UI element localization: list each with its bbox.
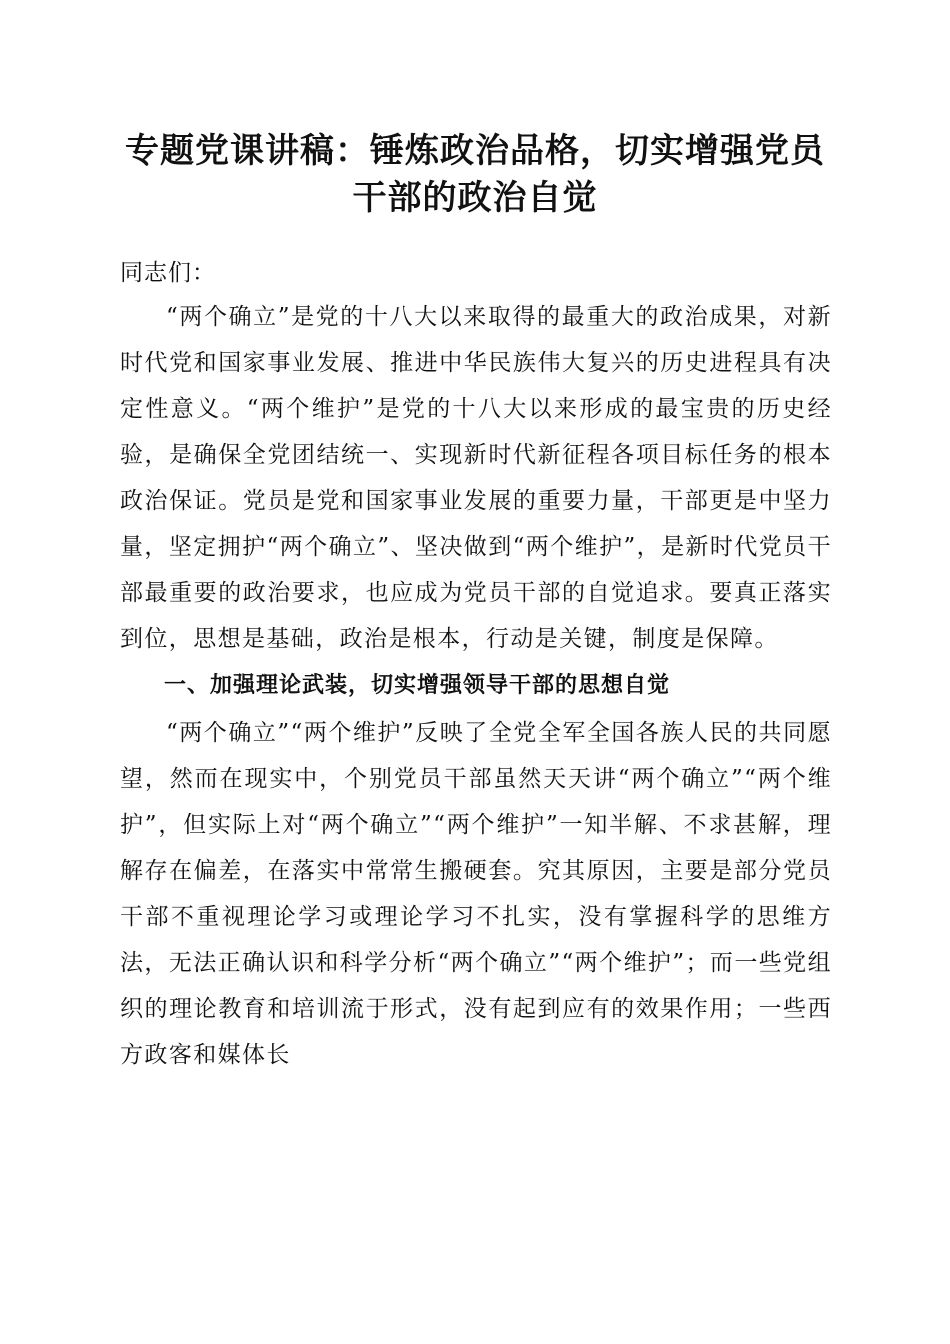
document-body	[120, 252, 832, 1078]
paragraph-intro: “两个确立”是党的十八大以来取得的最重大的政治成果，对新时代党和国家事业发展、推进中华民族伟大复兴的历史进程具有决定性意义。“两个维护”是党的十八大以来形成的最宝贵的历史经验，是确保全党团结统一、实现新时代新征程各项目标任务的根本政治保证。党员是党和国家事业发展的重要力量，干部更是中坚力量，坚定拥护“两个确立”、坚决做到“两个维护”，是新时代党员干部最重要的政治要求，也应成为党员干部的自觉追求。要真正落实到位，思想是基础，政治是根本，行动是关键，制度是保障。	[120, 304, 832, 652]
greeting: 同志们：	[120, 260, 216, 286]
title-line-1: 专题党课讲稿：锤炼政治品格，切实增强党员	[125, 131, 825, 171]
title-line-2: 干部的政治自觉	[352, 178, 598, 218]
paragraph-section-1: “两个确立”“两个维护”反映了全党全军全国各族人民的共同愿望，然而在现实中，个别党员干部虽然天天讲“两个确立”“两个维护”，但实际上对“两个确立”“两个维护”一知半解、不求甚解，理解存在偏差，在落实中常常生搬硬套。究其原因，主要是部分党员干部不重视理论学习或理论学习不扎实，没有掌握科学的思维方法，无法正确认识和科学分析“两个确立”“两个维护”；而一些党组织的理论教育和培训流于形式，没有起到应有的效果作用；一些西方政客和媒体长	[120, 720, 832, 1068]
section-heading-1: 一、加强理论武装，切实增强领导干部的思想自觉	[164, 673, 671, 698]
page-title	[105, 128, 845, 222]
